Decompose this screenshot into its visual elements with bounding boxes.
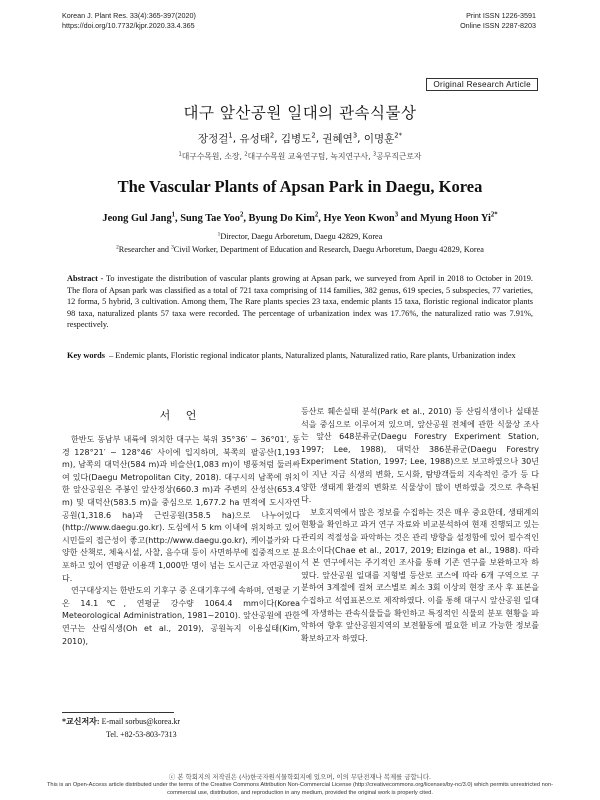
abstract: [67, 273, 533, 331]
license-notice: This is an Open-Access article distributed under the terms of the Creative Commons Attribution Non-Commercial License (http://creativecommons.org/licenses/by-nc/3.0) which permits unrestricted non-commercial use, distribution, and reproduction in any medium, provided the original work is properly cited.: [46, 782, 554, 796]
author-name: Myung Hoon Yi: [420, 213, 491, 224]
correspondence-label: *교신저자:: [62, 717, 100, 726]
english-authors: Jeong Gul Jang$^1$, Sung Tae Yoo$^2$, Byung Do Kim$^2$, Hye Yeon Kwon$^3$ and Myung Hoon $Yi^{2*}$: [102, 211, 498, 224]
author-name: Sung Tae Yoo: [180, 213, 240, 224]
abstract-text: - To investigate the distribution of vascular plants growing at Apsan park, we surveyed from April in 2018 to October in 2019. The flora of Apsan park was classified as a total of 721 taxa comprising of 114 families, 382 genus, 619 species, 5 subspecies, 77 varieties, 12 forma, 5 hybrid, 3 cultivation. Among them, The Rare plants species 23 taxa, endemic plants 15 taxa, floristic regional indicator plants 98 taxa, naturalized plants 57 taxa were recorded. The percentage of urbanization index was 17.76%, the naturalized ratio was 7.91%, respectively.: [67, 274, 533, 329]
right-column: [301, 406, 539, 645]
article-type-badge: Original Research Article: [426, 78, 538, 91]
doi-link[interactable]: https://doi.org/10.7732/kjpr.2020.33.4.365: [62, 21, 195, 30]
korean-authors: 장정걸$^1$, 유성태$^2$, 김병도$^2$, 권혜연$^3$, 이명훈$^{2*}$: [197, 131, 403, 145]
korean-affiliations: [0, 151, 600, 162]
correspondence: [62, 715, 180, 741]
author-sup: 1: [171, 211, 176, 219]
english-affiliation-1: [0, 232, 600, 241]
author-name: 이명훈: [363, 133, 395, 145]
author-name: 유성태: [239, 133, 270, 145]
author-sup: 2: [239, 211, 244, 219]
keywords-text: – Endemic plants, Floristic regional indicator plants, Naturalized plants, Naturalized ratio, Rare plants, Urbanization index: [109, 351, 516, 360]
abstract-label: Abstract: [67, 274, 98, 283]
author-name: Byung Do Kim: [248, 213, 315, 224]
affiliation: Civil Worker, Department of Education and Research, Daegu Arboretum, Daegu 42829, Korea: [173, 245, 484, 254]
aff-sup: 1: [217, 231, 221, 238]
affiliation: Director, Daegu Arboretum, Daegu 42829, Korea: [220, 232, 383, 241]
author-sup: 2*: [490, 211, 498, 219]
affiliation: 대구수목원, 소장,: [181, 152, 242, 161]
online-issn: Online ISSN 2287-8203: [460, 21, 536, 30]
keywords-label: Key words: [67, 351, 106, 360]
paragraph: 연구대상지는 한반도의 기후구 중 온대기후구에 속하며, 연평균 기온 14.1℃, 연평균 강수량 1064.4 mm이다(Korea Meteorological Administration, 1981~2010). 앞산공원에 관한 연구는 산림식생(Oh et al., 2019), 공원녹지 이용실태(Kim, 2010),: [62, 586, 300, 646]
copyright-notice: ⓒ 본 학회지의 저작권은 (사)한국자원식물학회지에 있으며, 이의 무단전재나 복제를 금합니다.: [168, 773, 432, 781]
print-issn: Print ISSN 1226-3591: [466, 11, 536, 20]
author-sup: 3: [394, 211, 399, 219]
correspondence-phone: Tel. +82-53-803-7313: [106, 730, 177, 739]
issn-header: [460, 11, 536, 31]
aff-sup: 1: [178, 151, 182, 158]
english-title: The Vascular Plants of Apsan Park in Daegu, Korea: [117, 177, 483, 196]
english-affiliation-2: [0, 245, 600, 254]
aff-sup: 2: [116, 244, 119, 251]
paragraph: 등산로 훼손실태 분석(Park et al., 2010) 등 산림식생이나 실태분석을 중심으로 이루어져 있으며, 앞산공원 전체에 관한 식물상 조사는 앞산 648분류군(Daegu Forestry Experiment Station, 1997; Lee, 1988), 대덕산 386분류군(Daegu Forestry Experiment Station, 1997; Lee, 1988)으로 보고하였으나 30년이 지난 지금 식생의 변화, 도시화, 탐방객들의 지속적인 증가 등 다양한 생태계 환경의 변화로 식물상이 많이 변하였을 것으로 추측된다.: [301, 407, 539, 505]
affiliation: Researcher and: [118, 245, 172, 254]
aff-sup: 2: [244, 151, 248, 158]
author-sup: 1: [228, 131, 233, 140]
author-sup: 2: [314, 211, 319, 219]
affiliation: 대구수목원 교육연구팀, 녹지연구사,: [247, 152, 371, 161]
author-name: 장정걸: [197, 133, 229, 145]
journal-header: [62, 11, 196, 31]
author-name: Jeong Gul Jang: [102, 213, 172, 224]
left-column: [62, 434, 300, 648]
author-sup: 2*: [394, 131, 403, 140]
korean-title: 대구 앞산공원 일대의 관속식물상: [183, 104, 417, 122]
author-sup: 3: [352, 131, 358, 140]
author-sup: 2: [311, 131, 316, 140]
paragraph: 보호지역에서 많은 정보를 수집하는 것은 매우 중요한데, 생태계의 현황을 확인하고 과거 연구 자료와 비교분석하여 현재 진행되고 있는 관리의 적절성을 파악하는 것은 관리 방향을 설정함에 있어 필수적인 요소이다(Chae et al., 2017, 2019; Elzinga et al., 1988). 따라서 본 연구에서는 주기적인 조사를 통해 기존 연구를 보완하고자 하였다. 앞산공원 일대를 지형별 등산로 코스에 따라 6개 구역으로 구분하여 3계절에 걸쳐 코스별로 최소 3회 이상의 현장 조사 후 표본을 수집하고 석엽표본으로 제작하였다. 이를 통해 대구시 앞산공원 일대에 자생하는 관속식물들을 확인하고 특징적인 식물의 분포 현황을 파악하여 향후 앞산공원지역의 보전활동에 필요한 비교 가능한 정보를 확보하고자 하였다.: [301, 507, 539, 643]
section-heading-introduction: 서 언: [159, 409, 203, 422]
author-sup: 2: [269, 131, 275, 140]
footnote-divider: [62, 712, 174, 713]
aff-sup: 3: [171, 244, 174, 251]
author-name: 김병도: [280, 133, 312, 145]
paragraph: 한반도 동남부 내륙에 위치한 대구는 북위 35°36′ ~ 36°01′, 동경 128°21′ ~ 128°46′ 사이에 입지하며, 북쪽의 팔공산(1,193 m), 남쪽의 대덕산(584 m)과 비슬산(1,083 m)이 병풍처럼 둘러싸여 있다(Daegu Metropolitan City, 2018). 대구시의 남쪽에 위치한 앞산공원은 주봉인 앞산정상(660.3 m)과 주변의 산성산(653.4 m) 및 대덕산(583.5 m)을 중심으로 1,677.2 ha 면적에 도시자연공원(1,318.6 ha)과 근린공원(358.5 ha)으로 나누어있다(http://www.daegu.go.kr). 도심에서 5 km 이내에 위치하고 있어 시민들의 접근성이 좋고(http://www.daegu.go.kr), 케이블카와 다양한 산책로, 체육시설, 사찰, 음수대 등이 사면하부에 집중적으로 분포하고 있어 연평균 이용객 1,000만 명이 넘는 도시근교 자연공원이다.: [62, 435, 300, 583]
affiliation: 공무직근로자: [376, 152, 422, 161]
aff-sup: 3: [373, 151, 377, 158]
journal-citation: Korean J. Plant Res. 33(4):365-397(2020): [62, 11, 196, 20]
author-name: 권혜연: [322, 133, 353, 145]
keywords: [67, 350, 533, 362]
author-name: Hye Yeon Kwon: [323, 213, 395, 224]
correspondence-email[interactable]: E-mail sorbus@korea.kr: [101, 717, 181, 726]
